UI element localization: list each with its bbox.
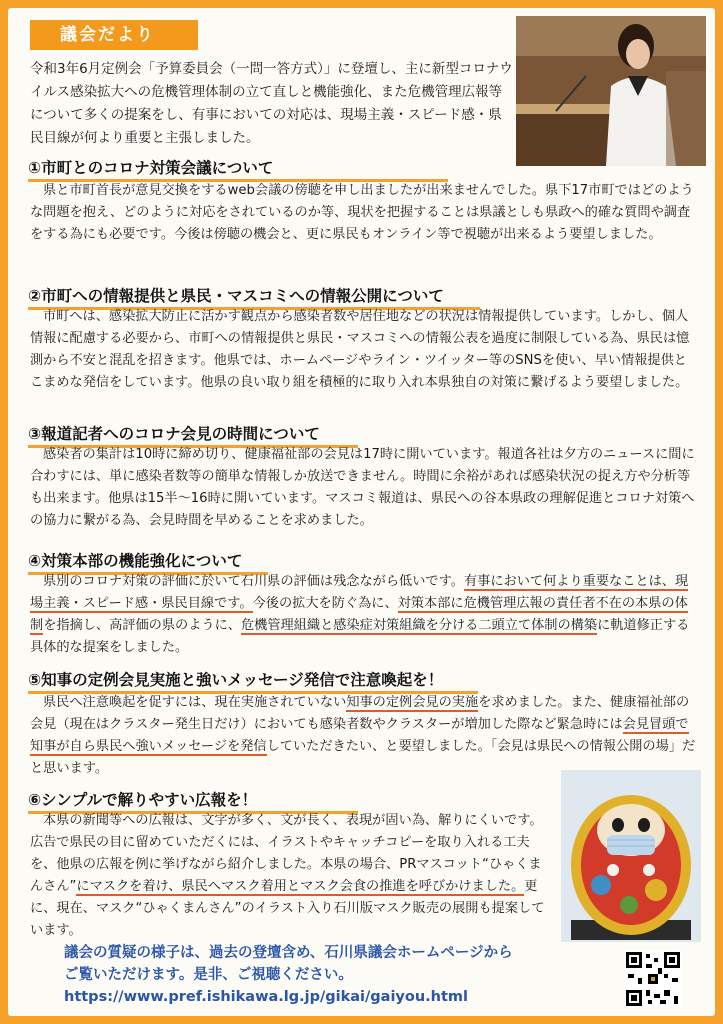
section-6-body	[30, 810, 550, 942]
newsletter-page	[8, 8, 715, 1016]
section-6-highlight: にマスクを着け、県民へマスク着用とマスク会食の推進を呼びかけました。	[76, 879, 525, 894]
section-5-text: を求めました。また、健康福祉部の会見（現在はクラスター発生日だけ）においても感染者数やクラスターが増加した際など緊急時には	[30, 695, 690, 732]
section-5-text: 県民へ注意喚起を促すには、現在実施されていない	[43, 695, 347, 710]
newsletter-banner: 議会だより	[30, 20, 198, 50]
section-1-title: ①市町とのコロナ対策会議について	[28, 156, 448, 182]
speaker-photo	[516, 16, 706, 166]
section-4-title: ④対策本部の機能強化について	[28, 549, 268, 575]
section-4-highlight: 対策本部に危機管理広報の責任者不在の本県の体制	[30, 596, 688, 633]
hyakumansan-mascot-image	[561, 770, 701, 942]
section-4-text: を指摘し、高評価の県のように、	[43, 618, 241, 633]
section-4-body	[30, 571, 700, 659]
section-4-text: 県別のコロナ対策の評価に於いて石川県の評価は残念ながら低いです。	[43, 574, 464, 589]
qr-code-image[interactable]	[624, 950, 682, 1008]
section-6-text: 本県の新聞等への広報は、文字が多く、文が長く、表現が固い為、解りにくいです。広告で県民の目に留めていただくには、イラストやキャッチコピーを取り入れる工夫を、他県の広報を例に挙げながら紹介しました。本県の場合、PRマスコット“ひゃくまんさん”	[30, 813, 543, 894]
section-4-highlight: 有事において何より重要なことは、現場主義・スピード感・県民目線です。	[30, 574, 689, 611]
footer-notice	[64, 942, 609, 1008]
section-1-body: 県と市町首長が意見交換をするweb会議の傍聴を申し出ましたが出来ませんでした。県下17市町ではどのような問題を抱え、どのように対応をされているのか等、現状を把握することは県議としも県政へ的確な質問や調査をする為にも必要です。今後は傍聴の機会と、更に県民もオンライン等で視聴が出来るよう要望しました。	[30, 183, 694, 242]
section-5-highlight: 知事の定例会見の実施	[346, 695, 479, 710]
section-4-text: 今後の拡大を防ぐ為に、	[252, 596, 398, 611]
footer-line-2: ご覧いただけます。是非、ご視聴ください。	[64, 967, 353, 983]
section-6-text: 更に、現在、マスク“ひゃくまんさん”のイラスト入り石川版マスク販売の展開も提案しています。	[30, 879, 545, 938]
section-5-highlight: 会見冒頭で知事が自ら県民へ強いメッセージを発信	[30, 717, 689, 754]
section-5-text: していただきたい、と要望しました。「会見は県民への情報公開の場」だと思います。	[30, 739, 696, 776]
intro-paragraph: 令和3年6月定例会「予算委員会（一問一答方式）」に登壇し、主に新型コロナウイルス感染拡大への危機管理体制の立て直しと機能強化、また危機管理広報等について多くの提案をし、有事においての対応は、現場主義・スピード感・県民目線が何より重要と主張しました。	[30, 61, 513, 146]
section-5-title: ⑤知事の定例会見実施と強いメッセージ発信で注意喚起を！	[28, 668, 478, 694]
section-5-body	[30, 692, 700, 780]
gikai-homepage-link[interactable]: https://www.pref.ishikawa.lg.jp/gikai/gaiyou.html	[64, 989, 469, 1005]
section-6-title: ⑥シンプルで解りやすい広報を！	[28, 788, 358, 814]
section-4-text: に軌道修正する具体的な提案をしました。	[30, 618, 690, 655]
section-3-body: 感染者の集計は10時に締め切り、健康福祉部の会見は17時に開いています。報道各社は夕方のニュースに間に合わすには、単に感染者数等の簡単な情報しか放送できません。時間に余裕があれば感染状況の捉え方や分析等も出来ます。他県は15半〜16時に開いています。マスコミ報道は、県民への谷本県政の理解促進とコロナ対策への協力に繋がる為、会見時間を早めることを求めました。	[30, 447, 695, 528]
section-2-title: ②市町への情報提供と県民・マスコミへの情報公開について	[28, 284, 480, 310]
footer-line-1: 議会の質疑の様子は、過去の登壇含め、石川県議会ホームページから	[64, 945, 513, 961]
section-2-body: 市町へは、感染拡大防止に活かす観点から感染者数や居住地などの状況は情報提供しています。しかし、個人情報に配慮する必要から、市町への情報提供と県民・マスコミへの情報公表を過度に制限している為、県民は憶測から不安と混乱を招きます。他県では、ホームページやライン・ツイッター等のSNSを使い、早い情報提供とこまめな発信をしています。他県の良い取り組を積極的に取り入れ本県独自の対策に繋げるよう要望しました。	[30, 309, 690, 390]
section-4-highlight: 危機管理組織と感染症対策組織を分ける二頭立て体制の構築	[241, 618, 598, 633]
section-3-title: ③報道記者へのコロナ会見の時間について	[28, 422, 358, 448]
